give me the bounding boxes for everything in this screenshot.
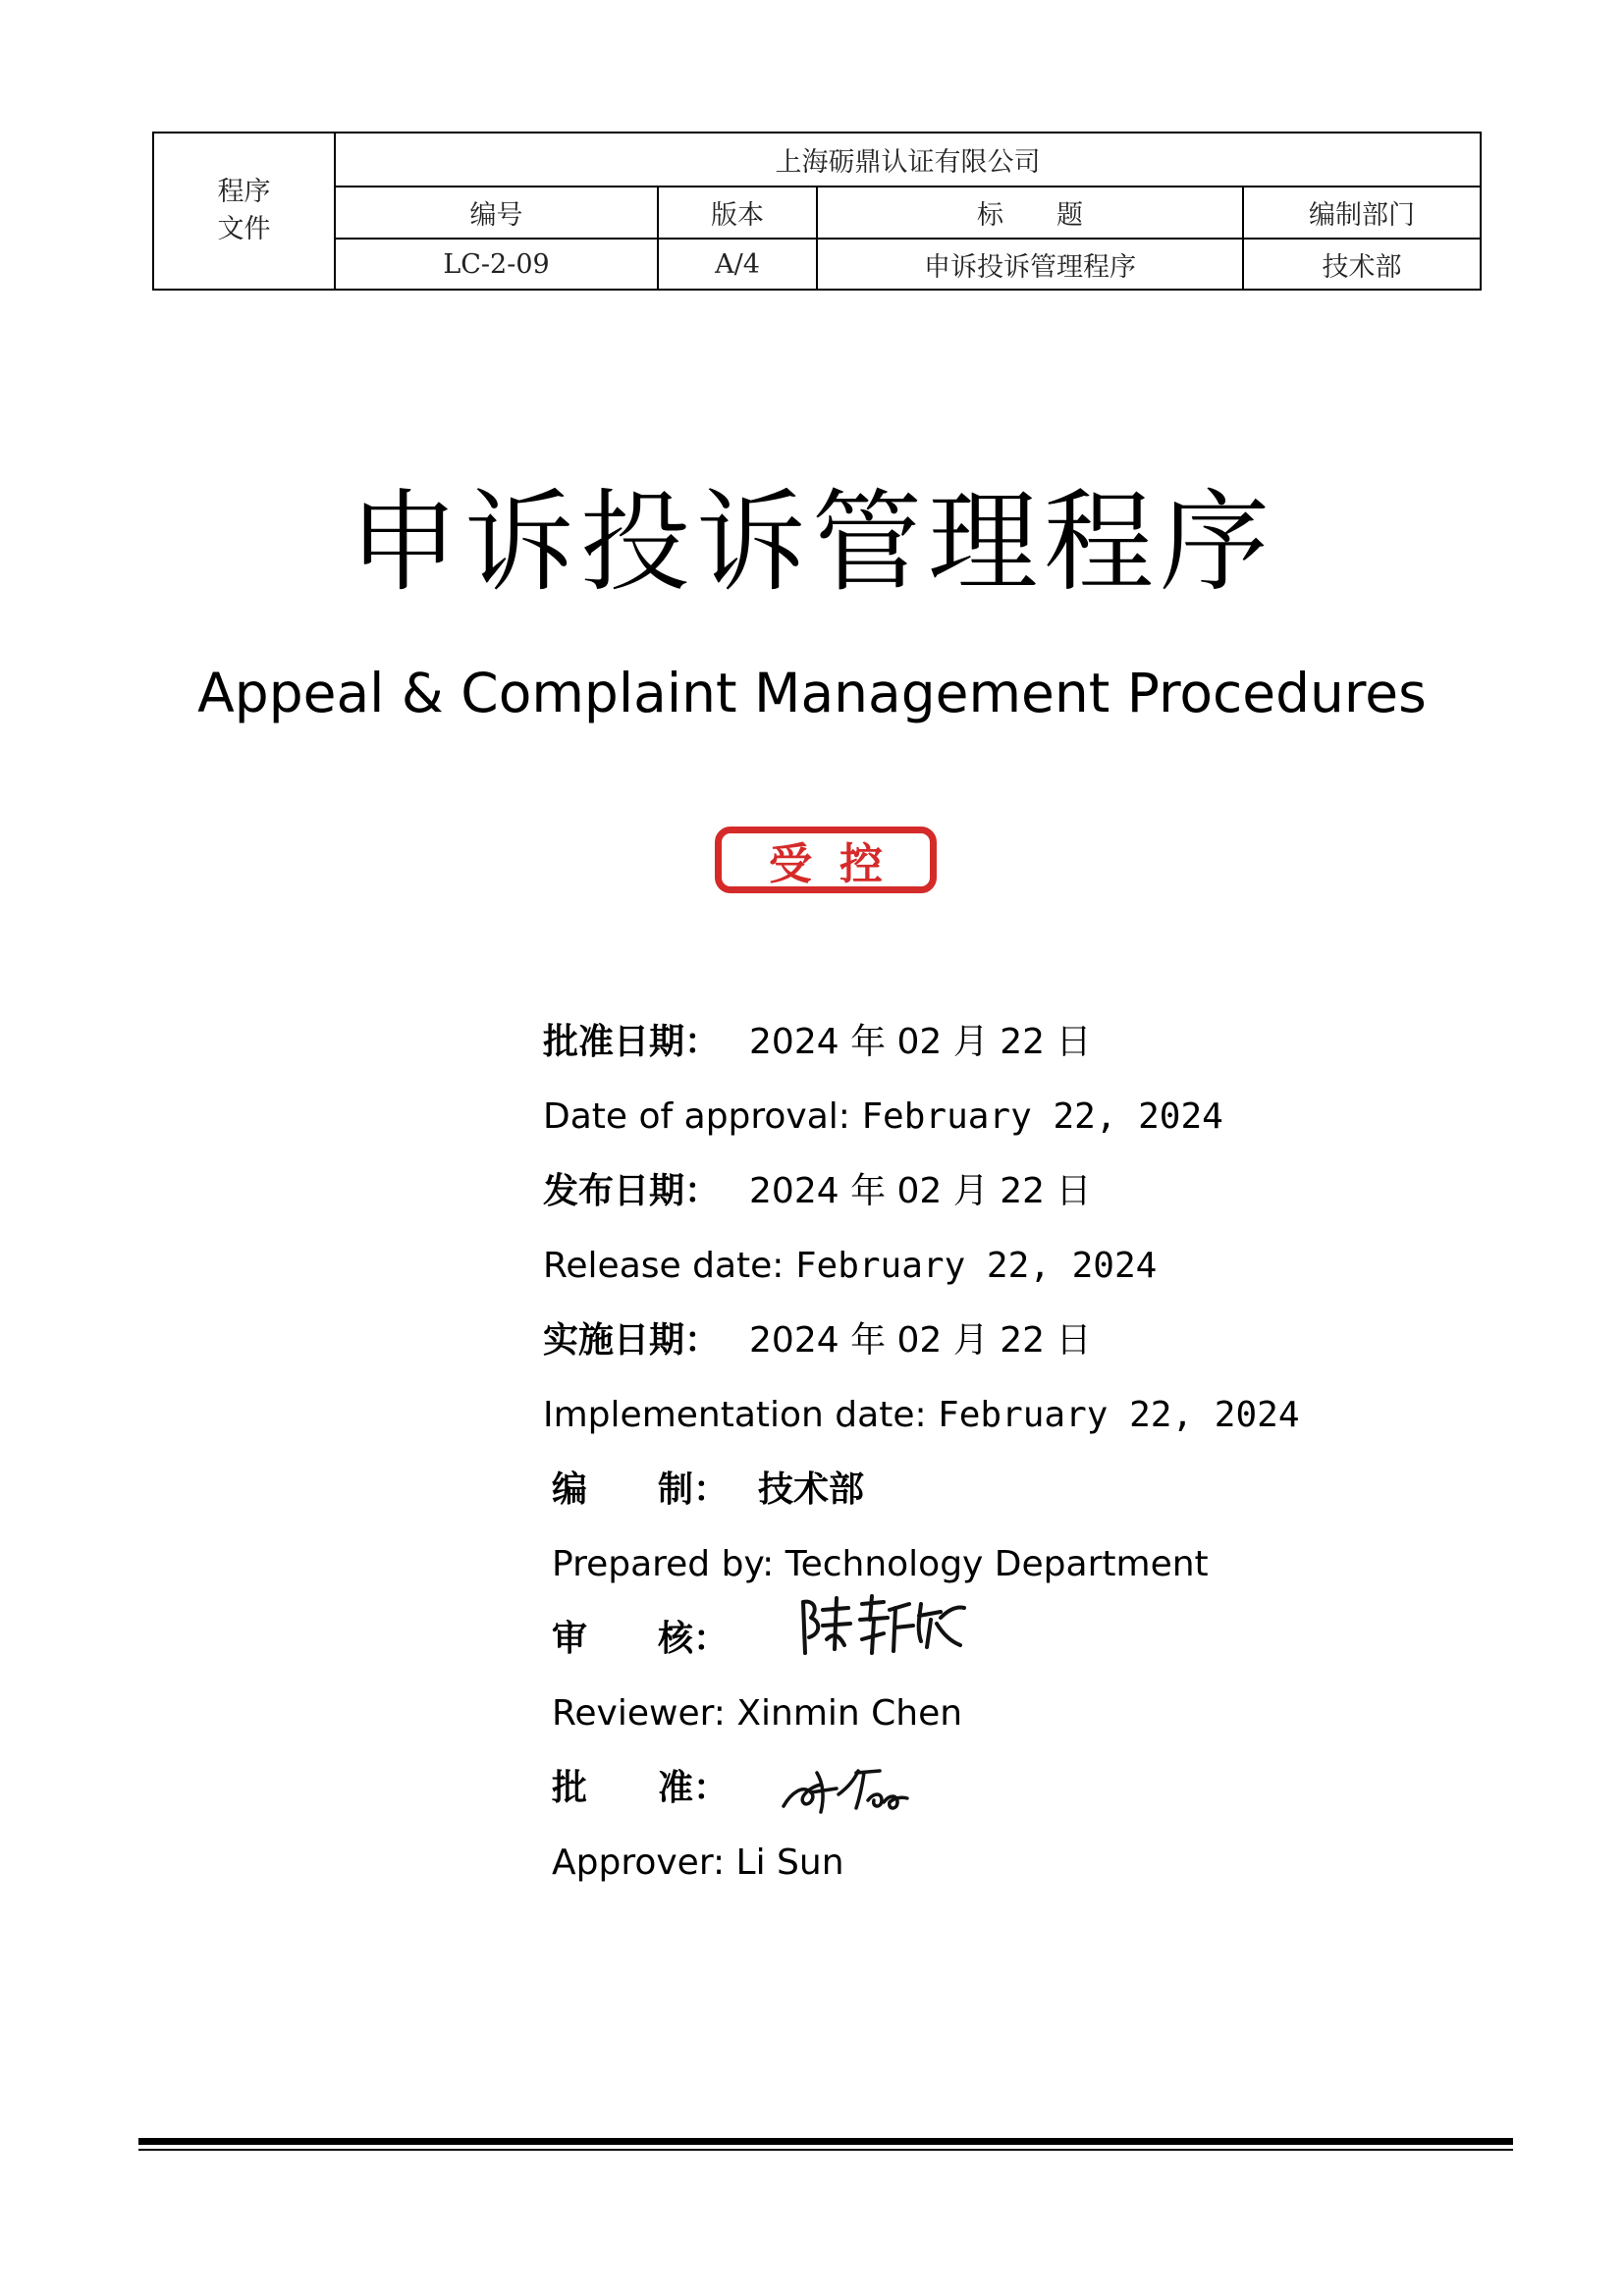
- reviewer-zh: [552, 1615, 729, 1664]
- implementation-date-zh-label: 实施日期：: [543, 1320, 721, 1361]
- release-date-zh-label: 发布日期：: [543, 1171, 721, 1211]
- col-header-title: 标 题: [977, 200, 1083, 231]
- page-title-chinese: 申诉投诉管理程序: [349, 479, 1275, 607]
- implementation-date-zh-value: 2024 年 02 月 22 日: [749, 1320, 1092, 1361]
- approver-en: Approver: Li Sun: [552, 1842, 844, 1883]
- release-date-zh: [543, 1167, 1091, 1216]
- reviewer-signature: [793, 1590, 970, 1669]
- document-header-table: [152, 132, 1482, 291]
- approver-zh: [552, 1764, 729, 1813]
- approval-date-en-label: Date of approval:: [543, 1096, 862, 1137]
- approval-date-en: [543, 1093, 1223, 1142]
- implementation-date-zh: [543, 1316, 1091, 1365]
- doc-type-line2: 文件: [217, 214, 271, 244]
- release-date-en-label: Release date:: [543, 1246, 795, 1286]
- prepared-by-zh-value: 技术部: [758, 1469, 865, 1510]
- release-date-zh-value: 2024 年 02 月 22 日: [749, 1171, 1092, 1211]
- col-header-department: 编制部门: [1309, 200, 1415, 231]
- doc-type-line1: 程序: [217, 177, 271, 207]
- implementation-date-en-label: Implementation date:: [543, 1395, 939, 1435]
- page-title-english: Appeal & Complaint Management Procedures: [197, 662, 1427, 724]
- doc-number: LC-2-09: [443, 248, 550, 280]
- approver-zh-label: 批 准：: [552, 1768, 730, 1808]
- reviewer-en: Reviewer: Xinmin Chen: [552, 1693, 963, 1734]
- doc-type-cell: [154, 133, 334, 289]
- controlled-stamp: 受控: [715, 827, 937, 893]
- footer-rule-thick: [138, 2138, 1513, 2145]
- approval-date-zh-value: 2024 年 02 月 22 日: [749, 1022, 1092, 1062]
- reviewer-zh-label: 审 核：: [552, 1619, 730, 1659]
- footer-rule-thin: [138, 2149, 1513, 2151]
- doc-department: 技术部: [1322, 251, 1402, 283]
- prepared-by-zh: [552, 1466, 864, 1515]
- implementation-date-en-value: February 22, 2024: [938, 1395, 1300, 1435]
- implementation-date-en: [543, 1391, 1300, 1440]
- doc-version: A/4: [715, 248, 760, 280]
- col-header-number: 编号: [469, 200, 523, 231]
- approval-date-zh-label: 批准日期：: [543, 1022, 721, 1062]
- doc-title: 申诉投诉管理程序: [924, 251, 1136, 283]
- approver-signature: [778, 1763, 925, 1822]
- approval-date-zh: [543, 1018, 1091, 1067]
- release-date-en-value: February 22, 2024: [794, 1246, 1158, 1286]
- prepared-by-en: Prepared by: Technology Department: [552, 1544, 1209, 1584]
- release-date-en: [543, 1242, 1157, 1291]
- company-name: 上海砺鼎认证有限公司: [775, 147, 1041, 178]
- prepared-by-zh-label: 编 制：: [552, 1469, 730, 1510]
- approval-date-en-value: February 22, 2024: [861, 1096, 1223, 1137]
- col-header-version: 版本: [711, 200, 764, 231]
